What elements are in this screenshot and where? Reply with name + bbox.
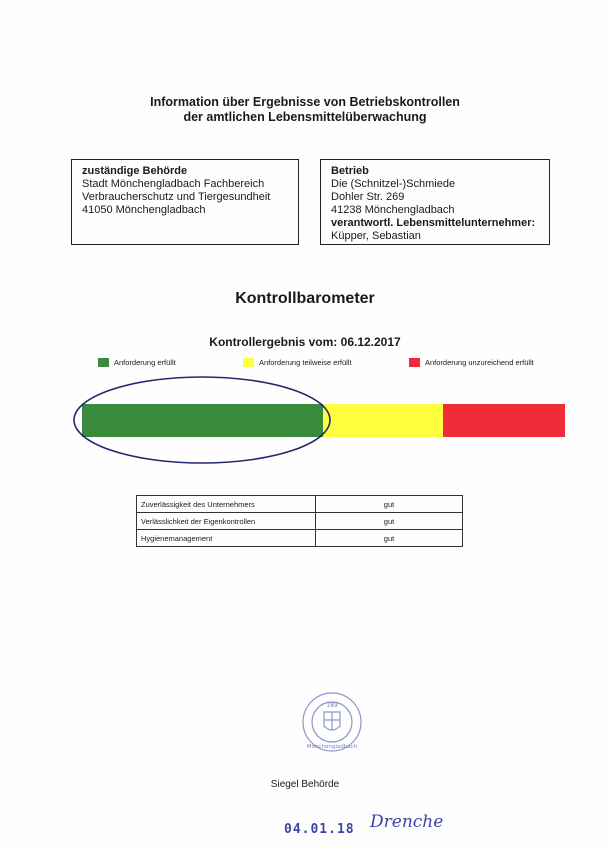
business-line: 41238 Mönchengladbach [331,204,455,216]
business-line: Die (Schnitzel-)Schmiede [331,178,456,190]
barometer-title: Kontrollbarometer [235,290,375,307]
legend-label: Anforderung unzureichend erfüllt [425,358,534,367]
authority-line: Verbraucherschutz und Tiergesundheit [82,191,271,203]
criterion-cell: Zuverlässigkeit des Unternehmers [137,496,316,513]
legend-swatch-red [409,358,420,367]
authority-line: Stadt Mönchengladbach Fachbereich [82,178,265,190]
business-box [320,159,550,245]
table-row [137,530,463,547]
rating-cell: gut [316,496,463,513]
barometer-segment-red [443,404,565,437]
legend-fulfilled [98,358,176,367]
legend-label: Anforderung teilweise erfüllt [259,358,352,367]
signature: Drenche [370,812,444,832]
business-line: Dohler Str. 269 [331,191,405,203]
official-seal-stamp [297,690,367,754]
business-heading: Betrieb [331,165,369,177]
highlight-ellipse [70,372,340,472]
authority-heading: zuständige Behörde [82,165,188,177]
seal-number: 189 [326,702,338,709]
operator-name: Küpper, Sebastian [331,230,421,242]
document-title-line1: Information über Ergebnisse von Betriebskontrollen [150,95,460,109]
legend-swatch-green [98,358,109,367]
authority-line: 41050 Mönchengladbach [82,204,206,216]
table-row [137,496,463,513]
barometer-segment-yellow [323,404,443,437]
seal-label: Siegel Behörde [270,779,340,790]
table-row [137,513,463,530]
authority-box [71,159,299,245]
legend-label: Anforderung erfüllt [114,358,176,367]
seal-text: Mönchengladbach [306,744,358,750]
legend-swatch-yellow [243,358,254,367]
legend-partially-fulfilled [243,358,352,367]
rating-cell: gut [316,513,463,530]
document-title-line2: der amtlichen Lebensmittelüberwachung [183,110,427,124]
inspection-date: Kontrollergebnis vom: 06.12.2017 [209,335,401,349]
criterion-cell: Hygienemanagement [137,530,316,547]
stamp-date: 04.01.18 [284,822,355,837]
criterion-cell: Verlässlichkeit der Eigenkontrollen [137,513,316,530]
operator-heading: verantwortl. Lebensmittelunternehmer: [331,217,536,229]
legend-insufficient [409,358,534,367]
rating-cell: gut [316,530,463,547]
results-table [136,495,463,547]
